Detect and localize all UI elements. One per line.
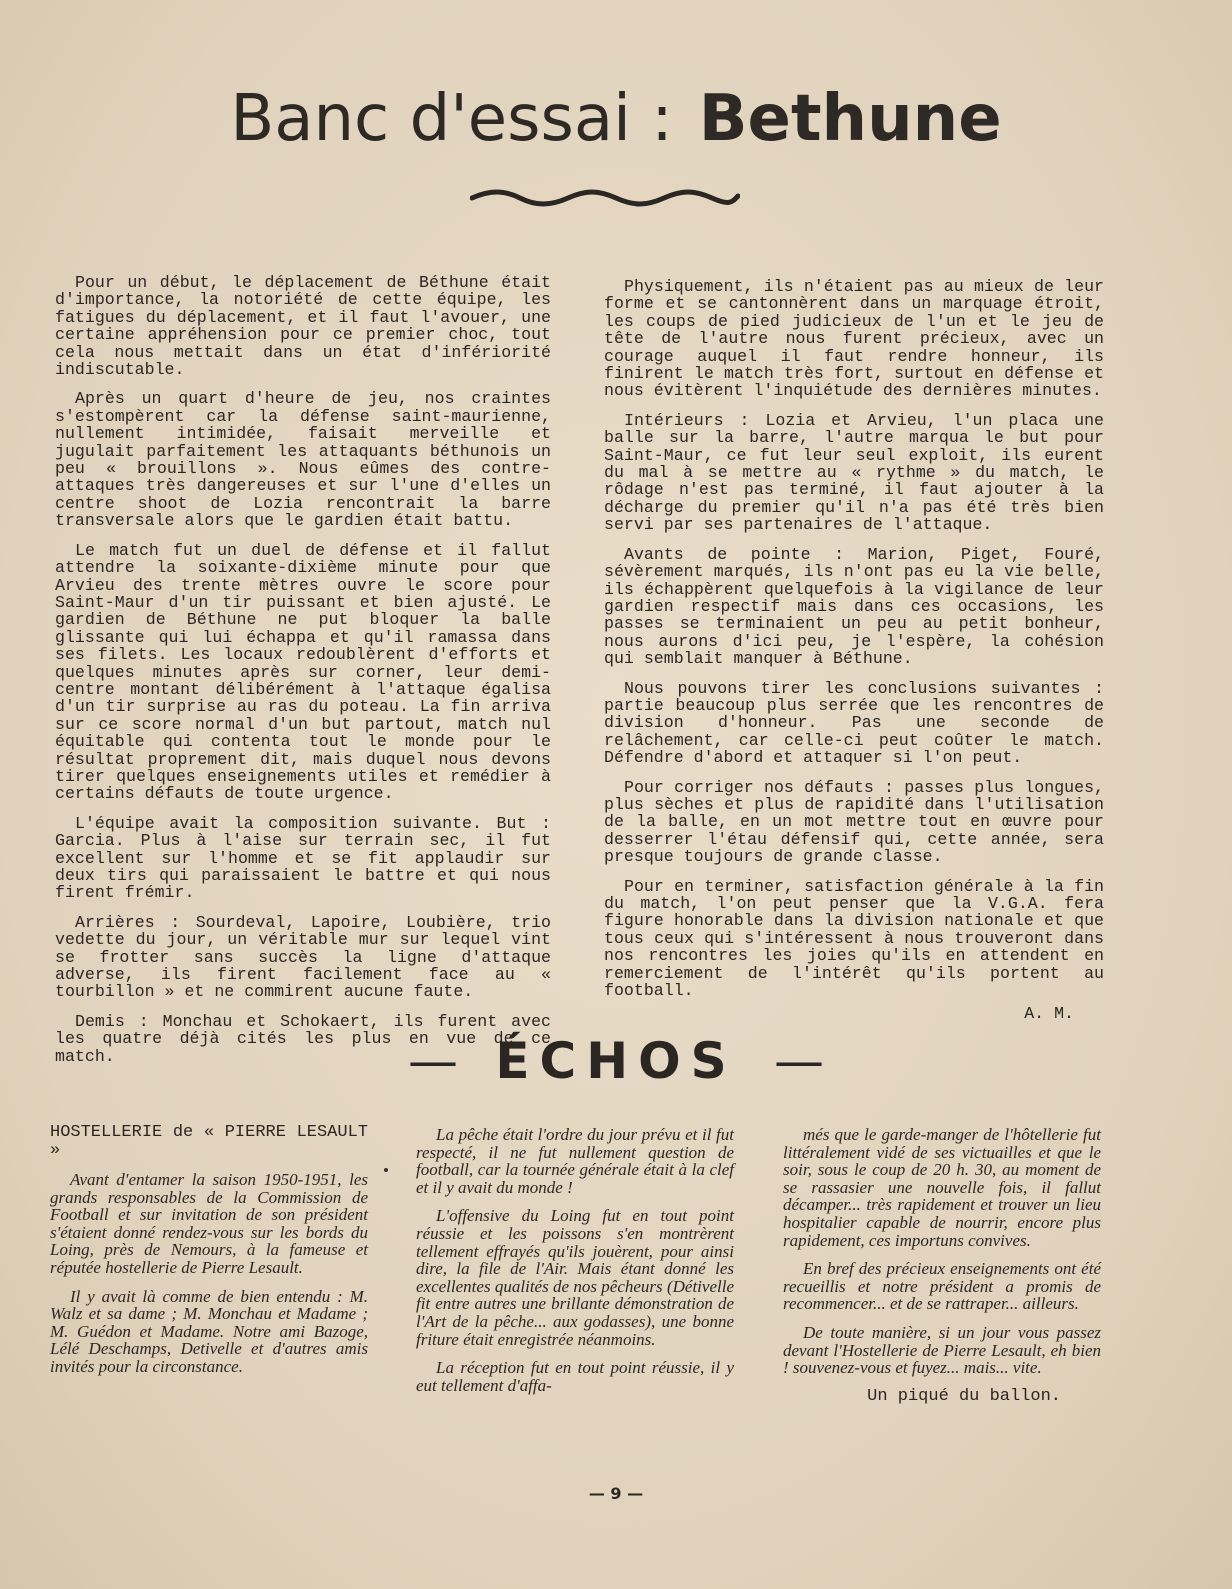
echos-paragraph: De toute manière, si un jour vous passez devant l'Hostellerie de Pierre Lesault, eh bien ! souvenez-vous et fuyez... mais... vite. <box>783 1322 1101 1378</box>
echos-column-2 <box>416 1126 734 1405</box>
echos-paragraph: L'offensive du Loing fut en tout point réussie et les poissons s'en montrèrent tellement effrayés qu'ils jouèrent, pour ainsi dire, la file de l'Air. Mais étant donné les excellentes qualités de nos pêcheurs (Détivelle fit entre autres une brillante démonstration de l'Art de la pêche... aux godasses), une bonne friture était enregistrée néanmoins. <box>416 1206 734 1349</box>
echos-heading: HOSTELLERIE de « PIERRE LESAULT » <box>50 1123 368 1160</box>
echos-paragraph: Avant d'entamer la saison 1950-1951, les grands responsables de la Commission de Football et sur invitation de son président s'étaient donné rendez-vous sur les bords du Loing, près de Nemours, à la fameuse et réputée hostellerie de Pierre Lesault. <box>50 1170 368 1277</box>
article-paragraph: L'équipe avait la composition suivante. But : Garcia. Plus à l'aise sur terrain sec, il fut excellent sur l'homme et se fit applaudir sur deux tirs qui paraissaient le battre et qui nous firent frémir. <box>55 813 551 903</box>
article-paragraph: Intérieurs : Lozia et Arvieu, l'un placa une balle sur la barre, l'autre marqua le but pour Saint-Maur, ce fut leur seul exploit, ils eurent du mal à se mettre au « rythme » du match, le rôdage n'est pas terminé, il faut ajouter à la décharge du premier qu'il n'a pas été très bien servi par ses partenaires de l'attaque. <box>604 410 1104 535</box>
article-paragraph: Pour corriger nos défauts : passes plus longues, plus sèches et plus de rapidité dans l'utilisation de la balle, en un mot mettre tout en œuvre pour desserrer l'étau défensif qui, cette année, sera presque toujours de grande classe. <box>604 777 1104 867</box>
article-paragraph: Pour un début, le déplacement de Béthune était d'importance, la notoriété de cette équipe, les fatigues du déplacement, et il faut l'avouer, une certaine appréhension pour ce premier choc, tout cela nous mettait dans un état d'infériorité indiscutable. <box>55 273 551 380</box>
page-number: — 9 — <box>588 1484 644 1503</box>
echos-paragraph: La pêche était l'ordre du jour prévu et il fut respecté, il ne fut nullement question de football, car la tournée générale était à la clef et il y avait du monde ! <box>416 1125 734 1197</box>
echos-section-title <box>0 1032 1232 1090</box>
echos-credit: Un piqué du ballon. <box>867 1386 1061 1406</box>
echos-column-1 <box>50 1124 368 1387</box>
article-left-column <box>55 274 551 1077</box>
echos-paragraph: més que le garde-manger de l'hôtellerie fut littéralement vidé de ses victuailles et que le soir, sous le coup de 20 h. 30, au moment de se rassasier une nouvelle fois, il fallut décamper... très rapidement et trouver un lieu hospitalier capable de nourrir, encore plus rapidement, ces importuns convives. <box>783 1125 1101 1250</box>
print-speck <box>384 1168 388 1172</box>
title-name: Bethune <box>698 82 1002 156</box>
echos-title-text: ÉCHOS <box>495 1032 737 1090</box>
article-paragraph: Le match fut un duel de défense et il fallut attendre la soixante-dixième minute pour que Arvieu des trente mètres ouvre le score pour Saint-Maur d'un tir puissant et bien ajusté. Le gardien de Béthune ne put bloquer la balle glissante qui lui échappa et qu'il ramassa dans ses filets. Les locaux redoublèrent d'efforts et quelques minutes après sur corner, leur demi-centre montant délibérément à l'attaque égalisa d'un tir surprise au ras du poteau. La fin arriva sur ce score normal d'un but partout, match nul équitable qui contenta tout le monde pour le résultat proprement dit, mais duquel nous devons tirer quelques enseignements utiles et remédier à certains défauts de toute urgence. <box>55 540 551 804</box>
article-paragraph: Nous pouvons tirer les conclusions suivantes : partie beaucoup plus serrée que les rencontres de division d'honneur. Pas une seconde de relâchement, car celle-ci peut coûter le match. Défendre d'abord et attaquer si l'on peut. <box>604 678 1104 768</box>
article-paragraph: Arrières : Sourdeval, Lapoire, Loubière, trio vedette du jour, un véritable mur sur lequel vint se frotter sans succès la ligne d'attaque adverse, ils firent facilement face au « tourbillon » et ne commirent aucune faute. <box>55 912 551 1002</box>
decorative-wave-divider <box>470 184 740 208</box>
echos-column-3 <box>783 1126 1101 1405</box>
article-paragraph: Demis : Monchau et Schokaert, ils furent avec les quatre déjà cités les plus en vue de ce match. <box>55 1011 551 1066</box>
article-right-column <box>604 278 1104 1023</box>
article-paragraph: Pour en terminer, satisfaction générale à la fin du match, l'on peut penser que la V.G.A. fera figure honorable dans la division nationale et que tous ceux qui s'intéressent à nous trouveront dans nos rencontres les joies qu'ils en attendent en remerciement de l'intérêt qu'ils portent au football. <box>604 876 1104 1001</box>
title-dash-left: — <box>407 1032 458 1090</box>
article-paragraph: Après un quart d'heure de jeu, nos craintes s'estompèrent car la défense saint-maurienne, nullement intimidée, faisait merveille et jugulait parfaitement les attaquants béthunois un peu « brouillons ». Nous eûmes des contre-attaques très dangereuses et sur l'une d'elles un centre shoot de Lozia rencontrait la barre transversale alors que le gardien était battu. <box>55 389 551 531</box>
echos-paragraph: Il y avait là comme de bien entendu : M. Walz et sa dame ; M. Monchau et Madame ; M. Guédon et Madame. Notre ami Bazoge, Lélé Deschamps, Detivelle et d'autres amis invités pour la circonstance. <box>50 1286 368 1376</box>
article-paragraph: Physiquement, ils n'étaient pas au mieux de leur forme et se cantonnèrent dans un marquage étroit, les coups de pied judicieux de l'un et le jeu de tête de l'autre nous furent précieux, avec un courage auquel il faut rendre honneur, ils finirent le match très fort, surtout en défense et nous évitèrent l'inquiétude des dernières minutes. <box>604 277 1104 401</box>
article-title <box>0 82 1232 156</box>
echos-paragraph: En bref des précieux enseignements ont été recueillis et notre président a promis de recommencer... et de se rattraper... ailleurs. <box>783 1259 1101 1314</box>
title-prefix: Banc d'essai : <box>230 82 673 156</box>
echos-paragraph: La réception fut en tout point réussie, il y eut tellement d'affa- <box>416 1358 734 1395</box>
article-signature: A. M. <box>1024 1004 1074 1024</box>
title-dash-right: — <box>774 1032 825 1090</box>
article-paragraph: Avants de pointe : Marion, Piget, Fouré, sévèrement marqués, ils n'ont pas eu la vie belle, ils échappèrent quelquefois à la vigilance de leur gardien respectif mais dans ces occasions, les passes se terminaient un peu au petit bonheur, nous aurons d'ici peu, je l'espère, la cohésion qui semblait manquer à Béthune. <box>604 544 1104 669</box>
